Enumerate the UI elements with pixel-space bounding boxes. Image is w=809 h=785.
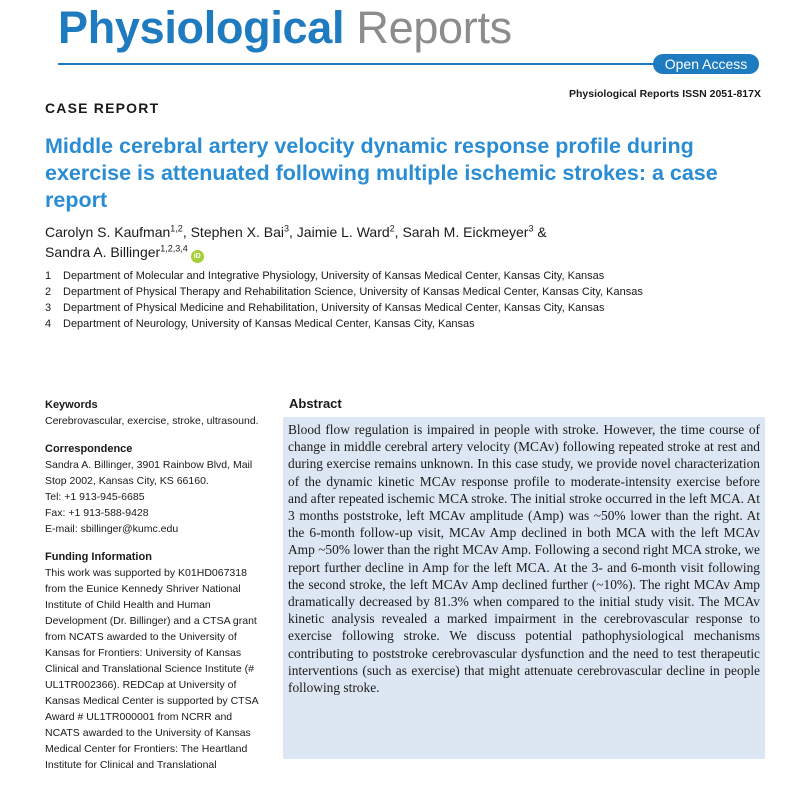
article-type: CASE REPORT	[45, 100, 160, 116]
funding-line: UL1TR002366). REDCap at University of	[45, 679, 237, 691]
funding-line: Clinical and Translational Science Institute (#	[45, 663, 254, 675]
funding-line: Development (Dr. Billinger) and a CTSA grant	[45, 615, 257, 627]
correspondence-line: Stop 2002, Kansas City, KS 66160.	[45, 475, 209, 487]
affiliation-number: 2	[45, 286, 52, 298]
author-separator: ,	[289, 224, 297, 240]
correspondence-line: Fax: +1 913-588-9428	[45, 507, 149, 519]
affiliation-list	[45, 268, 643, 332]
journal-name-part2: Reports	[356, 2, 512, 53]
funding-section	[45, 549, 270, 773]
abstract-text: Blood flow regulation is impaired in people with stroke. However, the time course of change in middle cerebral artery velocity (MCAv) following repeated stroke at rest and during exercise remains unknown. In this case study, we provide novel characterization of the dynamic kinetic MCAv response profile to moderate-intensity exercise before and after repeated ischemic MCA stroke. The initial stroke occurred in the left MCA. At 3 months poststroke, left MCAv amplitude (Amp) was ~50% lower than the right. At the 6-month follow-up visit, MCAv Amp declined in both MCA with the left MCAv Amp ~50% lower than the right MCAv Amp. Following a second right MCA stroke, we report further decline in Amp for the left MCA. At the 3- and 6-month visit following the second stroke, the left MCAv Amp declined further (~10%). The right MCAv Amp dramatically decreased by 81.3% when compared to the initial study visit. The MCAv kinetic analysis revealed a marked impairment in the cerebrovascular response to exercise following stroke. We discuss potential pathophysiological mechanisms contributing to poststroke cerebrovascular dysfunction and the need to test therapeutic interventions (such as exercise) that might attenuate cerebrovascular decline in people following stroke.	[288, 422, 761, 696]
author-name: Stephen X. Bai	[190, 224, 284, 240]
correspondence-line: Sandra A. Billinger, 3901 Rainbow Blvd, Mail	[45, 459, 253, 471]
journal-logo	[58, 2, 512, 54]
affiliation-number: 1	[45, 270, 52, 282]
author-name: Carolyn S. Kaufman	[45, 224, 171, 240]
correspondence-email[interactable]: E-mail: sbillinger@kumc.edu	[45, 523, 179, 535]
funding-line: Award # UL1TR000001 from NCRR and	[45, 711, 233, 723]
affiliation-item	[45, 300, 643, 316]
funding-line: Kansas for Frontiers: University of Kansas	[45, 647, 242, 659]
author-affiliation-marker: 3	[528, 223, 534, 234]
journal-issn: Physiological Reports ISSN 2051-817X	[569, 88, 761, 100]
author-affiliation-marker: 1,2	[170, 223, 183, 234]
article-title: Middle cerebral artery velocity dynamic response profile during exercise is attenuated following multiple ischemic strokes: a case report	[45, 134, 718, 212]
author-separator: ,	[182, 224, 191, 240]
journal-name-part1: Physiological	[58, 2, 345, 53]
affiliation-number: 4	[45, 318, 52, 330]
correspondence-line: Tel: +1 913-945-6685	[45, 491, 145, 503]
keywords-section	[45, 397, 270, 429]
affiliation-text: Department of Physical Therapy and Rehabilitation Science, University of Kansas Medical Center, Kansas City, Kansas	[63, 286, 643, 298]
affiliation-item	[45, 268, 643, 284]
affiliation-text: Department of Neurology, University of Kansas Medical Center, Kansas City, Kansas	[63, 318, 475, 330]
open-access-badge: Open Access	[653, 54, 759, 74]
author-name: Jaimie L. Ward	[296, 224, 390, 240]
author-separator: &	[533, 224, 547, 240]
orcid-icon[interactable]: iD	[191, 250, 204, 263]
funding-line: from the Eunice Kennedy Shriver National	[45, 583, 241, 595]
keywords-text: Cerebrovascular, exercise, stroke, ultrasound.	[45, 415, 259, 427]
author-name: Sarah M. Eickmeyer	[402, 224, 529, 240]
affiliation-number: 3	[45, 302, 52, 314]
author-affiliation-marker: 1,2,3,4	[160, 243, 188, 254]
author-list	[45, 222, 685, 263]
funding-line: Institute for Clinical and Translational	[45, 759, 217, 771]
funding-line: from NCATS awarded to the University of	[45, 631, 237, 643]
funding-line: Medical Center for Frontiers: The Heartland	[45, 743, 248, 755]
funding-line: Kansas Medical Center is supported by CTSA	[45, 695, 259, 707]
author-name: Sandra A. Billinger	[45, 244, 161, 260]
affiliation-item	[45, 316, 643, 332]
author-affiliation-marker: 2	[389, 223, 395, 234]
funding-heading: Funding Information	[45, 551, 152, 563]
funding-line: This work was supported by K01HD067318	[45, 567, 247, 579]
correspondence-heading: Correspondence	[45, 443, 133, 455]
abstract-box	[283, 417, 765, 759]
correspondence-section	[45, 441, 270, 537]
affiliation-item	[45, 284, 643, 300]
funding-line: NCATS awarded to the University of Kansas	[45, 727, 251, 739]
affiliation-text: Department of Molecular and Integrative Physiology, University of Kansas Medical Center, Kansas City, Kansas	[63, 270, 605, 282]
keywords-heading: Keywords	[45, 399, 98, 411]
author-separator: ,	[394, 224, 403, 240]
header-rule	[58, 63, 658, 65]
funding-line: Institute of Child Health and Human	[45, 599, 211, 611]
article-sidebar	[45, 397, 270, 785]
abstract-heading: Abstract	[289, 396, 342, 411]
author-affiliation-marker: 3	[284, 223, 290, 234]
affiliation-text: Department of Physical Medicine and Rehabilitation, University of Kansas Medical Center, Kansas City, Kansas	[63, 302, 605, 314]
